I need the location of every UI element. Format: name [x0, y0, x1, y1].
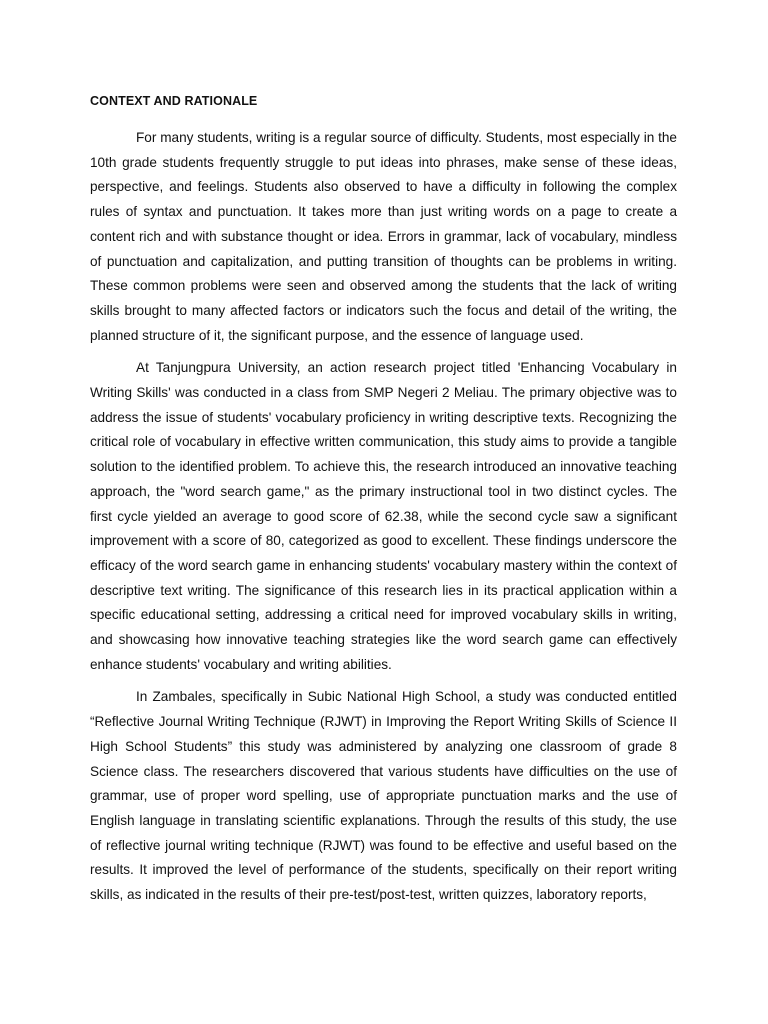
section-heading: CONTEXT AND RATIONALE: [90, 94, 258, 108]
paragraph-1: For many students, writing is a regular source of difficulty. Students, most especially in the 10th grade students frequently struggle to put ideas into phrases, make sense of these ideas, perspective, and feelings. Students also observed to have a difficulty in following the complex rules of syntax and punctuation. It takes more than just writing words on a page to create a content rich and with substance thought or idea. Errors in grammar, lack of vocabulary, mindless of punctuation and capitalization, and putting transition of thoughts can be problems in writing. These common problems were seen and observed among the students that the lack of writing skills brought to many affected factors or indicators such the focus and detail of the writing, the planned structure of it, the significant purpose, and the essence of language used.: [90, 130, 677, 343]
paragraph-2: At Tanjungpura University, an action research project titled 'Enhancing Vocabulary in Writing Skills' was conducted in a class from SMP Negeri 2 Meliau. The primary objective was to address the issue of students' vocabulary proficiency in writing descriptive texts. Recognizing the critical role of vocabulary in effective written communication, this study aims to provide a tangible solution to the identified problem. To achieve this, the research introduced an innovative teaching approach, the "word search game," as the primary instructional tool in two distinct cycles. The first cycle yielded an average to good score of 62.38, while the second cycle saw a significant improvement with a score of 80, categorized as good to excellent. These findings underscore the efficacy of the word search game in enhancing students' vocabulary mastery within the context of descriptive text writing. The significance of this research lies in its practical application within a specific educational setting, addressing a critical need for improved vocabulary skills in writing, and showcasing how innovative teaching strategies like the word search game can effectively enhance students' vocabulary and writing abilities.: [90, 360, 677, 672]
paragraph-3: In Zambales, specifically in Subic National High School, a study was conducted entitled “Reflective Journal Writing Technique (RJWT) in Improving the Report Writing Skills of Science II High School Students” this study was administered by analyzing one classroom of grade 8 Science class. The researchers discovered that various students have difficulties on the use of grammar, use of proper word spelling, use of appropriate punctuation marks and the use of English language in translating scientific explanations. Through the results of this study, the use of reflective journal writing technique (RJWT) was found to be effective and useful based on the results. It improved the level of performance of the students, specifically on their report writing skills, as indicated in the results of their pre-test/post-test, written quizzes, laboratory reports,: [90, 689, 677, 903]
document-page: [90, 93, 677, 916]
